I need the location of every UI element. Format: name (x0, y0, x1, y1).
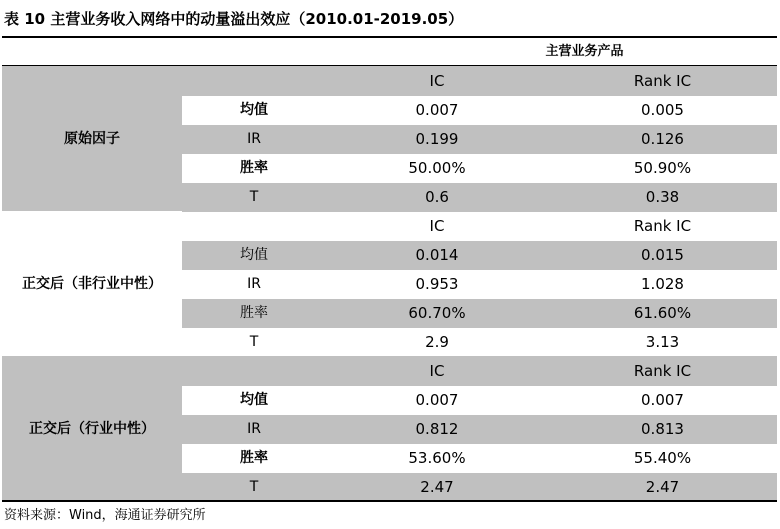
row-label: 胜率 (240, 160, 268, 176)
table-row (182, 473, 777, 502)
rank-ic-value: 2.47 (645, 478, 680, 496)
ic-header: IC (429, 217, 445, 235)
ic-header: IC (429, 362, 445, 380)
ic-value: 0.007 (415, 391, 459, 409)
row-label: T (249, 479, 259, 495)
ic-value: 0.007 (415, 101, 459, 119)
row-label: T (249, 189, 259, 205)
rank-ic-value: 3.13 (645, 333, 680, 351)
section-label: 原始因子 (64, 131, 120, 147)
table-row (182, 96, 777, 125)
table-row (182, 241, 777, 270)
section-header-row (2, 67, 777, 96)
ic-value: 0.199 (415, 130, 459, 148)
column-group-label: 主营业务产品 (545, 44, 624, 59)
table-row (182, 125, 777, 154)
ic-header: IC (429, 72, 445, 90)
ic-value: 0.812 (415, 420, 459, 438)
row-label: IR (247, 421, 261, 437)
table-row (182, 415, 777, 444)
rank-ic-value: 0.813 (641, 420, 684, 438)
ic-value: 60.70% (408, 304, 466, 322)
rank-ic-value: 1.028 (641, 275, 684, 293)
ic-value: 2.47 (420, 478, 454, 496)
rank-ic-header: Rank IC (633, 72, 692, 90)
row-label: IR (247, 276, 261, 292)
rank-ic-value: 0.126 (641, 130, 684, 148)
section-header-row (2, 357, 777, 386)
row-label: 胜率 (240, 305, 268, 321)
rank-ic-value: 0.015 (641, 246, 684, 264)
section-label: 正交后（行业中性） (29, 421, 155, 437)
row-label: 均值 (240, 247, 268, 263)
row-label: 均值 (240, 392, 268, 408)
row-label: 均值 (240, 102, 268, 118)
rank-ic-header: Rank IC (633, 217, 692, 235)
rank-ic-value: 61.60% (633, 304, 692, 322)
source-note: 资料来源：Wind，海通证券研究所 (4, 508, 206, 523)
rank-ic-value: 0.007 (641, 391, 684, 409)
rank-ic-value: 55.40% (633, 449, 692, 467)
section-original-factor (2, 66, 777, 211)
row-label: IR (247, 131, 261, 147)
ic-value: 53.60% (408, 449, 466, 467)
table-bottom-divider (2, 500, 777, 502)
section-label: 正交后（非行业中性） (22, 276, 162, 292)
table-row (182, 299, 777, 328)
table-row (182, 183, 777, 212)
ic-value: 0.014 (415, 246, 459, 264)
section-orthogonal-non-industry-neutral (2, 211, 777, 356)
row-label: 胜率 (240, 450, 268, 466)
column-group-header (2, 38, 777, 66)
table-title: 表 10 主营业务收入网络中的动量溢出效应（2010.01-2019.05） (4, 10, 464, 28)
table-row (182, 270, 777, 299)
ic-value: 2.9 (425, 333, 449, 351)
section-orthogonal-industry-neutral (2, 356, 777, 501)
ic-value: 0.953 (415, 275, 459, 293)
table-row (182, 328, 777, 357)
rank-ic-value: 50.90% (633, 159, 692, 177)
table-row (182, 154, 777, 183)
table-row (182, 444, 777, 473)
section-header-row (2, 212, 777, 241)
ic-value: 50.00% (408, 159, 466, 177)
table-row (182, 386, 777, 415)
rank-ic-value: 0.38 (645, 188, 680, 206)
ic-value: 0.6 (425, 188, 449, 206)
rank-ic-value: 0.005 (641, 101, 684, 119)
row-label: T (249, 334, 259, 350)
rank-ic-header: Rank IC (633, 362, 692, 380)
